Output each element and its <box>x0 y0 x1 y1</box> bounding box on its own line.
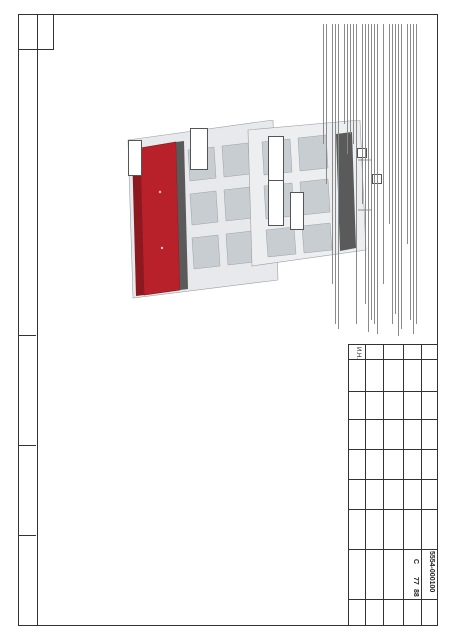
stage-value: С <box>412 559 419 565</box>
notes-text-line <box>401 24 402 329</box>
drawing-number: 5554-000100 <box>428 551 435 593</box>
notes-text-line <box>395 24 396 314</box>
notes-text-line <box>344 24 345 124</box>
notes-text-line <box>398 24 399 336</box>
notes-text-line <box>338 24 339 329</box>
notes-text-line <box>383 24 384 284</box>
notes-text-line <box>416 24 417 324</box>
sheet-value: 77 <box>412 577 419 585</box>
sheets-total-value: 88 <box>412 589 419 597</box>
notes-text-line <box>332 24 333 284</box>
notes-text-line <box>377 24 378 334</box>
notes-text-line <box>365 24 366 304</box>
notes-text-line <box>410 24 411 320</box>
notes-text-line <box>326 24 327 184</box>
notes-text-line <box>350 24 351 134</box>
notes-lines <box>322 24 418 358</box>
notes-text-column <box>322 24 418 358</box>
notes-text-line <box>356 24 357 324</box>
notes-text-line <box>392 24 393 324</box>
callout-box <box>128 140 142 176</box>
notes-text-line <box>374 24 375 324</box>
notes-text-line <box>353 24 354 144</box>
notes-text-line <box>335 24 336 324</box>
sheet-side-strip <box>19 15 38 625</box>
notes-text-line <box>362 24 363 204</box>
callout-box <box>290 192 304 230</box>
notes-text-line <box>389 24 390 224</box>
notes-text-line <box>407 24 408 244</box>
notes-text-line <box>371 24 372 320</box>
callout-box <box>268 180 284 226</box>
callout-box <box>268 136 284 182</box>
notes-text-line <box>413 24 414 334</box>
callout-box <box>190 128 208 170</box>
notes-text-line <box>347 24 348 154</box>
change-mark: И.Н. <box>355 347 361 359</box>
title-block <box>348 344 438 626</box>
notes-text-line <box>323 24 324 144</box>
notes-text-line <box>368 24 369 332</box>
